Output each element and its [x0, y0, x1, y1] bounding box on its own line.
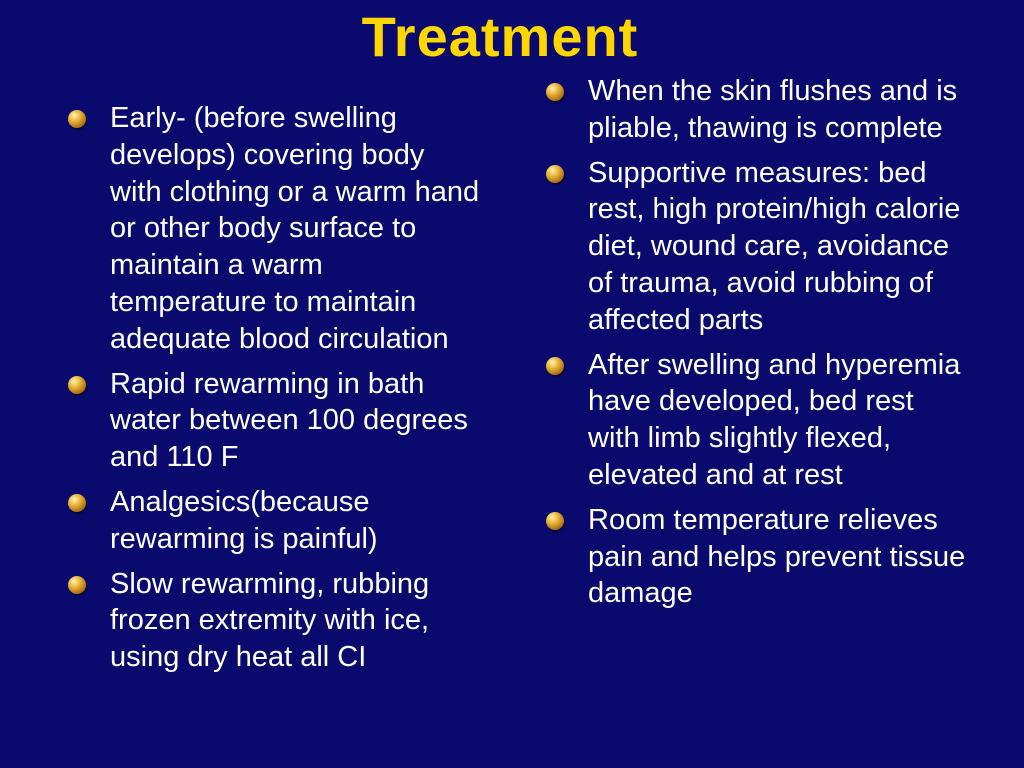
list-item: [546, 502, 1016, 612]
right-bullet-list: [546, 73, 1016, 620]
list-item: [546, 155, 1016, 339]
bullet-icon: [68, 576, 86, 594]
bullet-icon: [546, 83, 564, 101]
list-item: [546, 73, 1016, 147]
bullet-icon: [68, 376, 86, 394]
list-item-text: Rapid rewarming in bath water between 100 degrees and 110 F: [110, 367, 468, 474]
bullet-icon: [68, 110, 86, 128]
list-item-text: When the skin flushes and is pliable, thawing is complete: [588, 75, 958, 144]
bullet-icon: [546, 165, 564, 183]
list-item-text: Room temperature relieves pain and helps prevent tissue damage: [588, 503, 966, 610]
list-item: [546, 347, 1016, 494]
bullet-icon: [546, 357, 564, 375]
list-item-text: After swelling and hyperemia have developed, bed rest with limb slightly flexed, elevated and at rest: [588, 348, 961, 491]
list-item: [68, 100, 488, 358]
bullet-icon: [546, 512, 564, 530]
list-item-text: Slow rewarming, rubbing frozen extremity with ice, using dry heat all CI: [110, 567, 430, 674]
list-item: [68, 484, 488, 558]
list-item-text: Supportive measures: bed rest, high protein/high calorie diet, wound care, avoidance of trauma, avoid rubbing of affected parts: [588, 156, 961, 336]
list-item-text: Early- (before swelling develops) covering body with clothing or a warm hand or other body surface to maintain a warm temperature to maintain adequate blood circulation: [110, 102, 480, 355]
list-item-text: Analgesics(because rewarming is painful): [110, 485, 378, 555]
slide-title: Treatment: [361, 5, 639, 68]
left-bullet-list: [68, 100, 488, 684]
bullet-icon: [68, 494, 86, 512]
list-item: [68, 566, 488, 676]
list-item: [68, 366, 488, 476]
